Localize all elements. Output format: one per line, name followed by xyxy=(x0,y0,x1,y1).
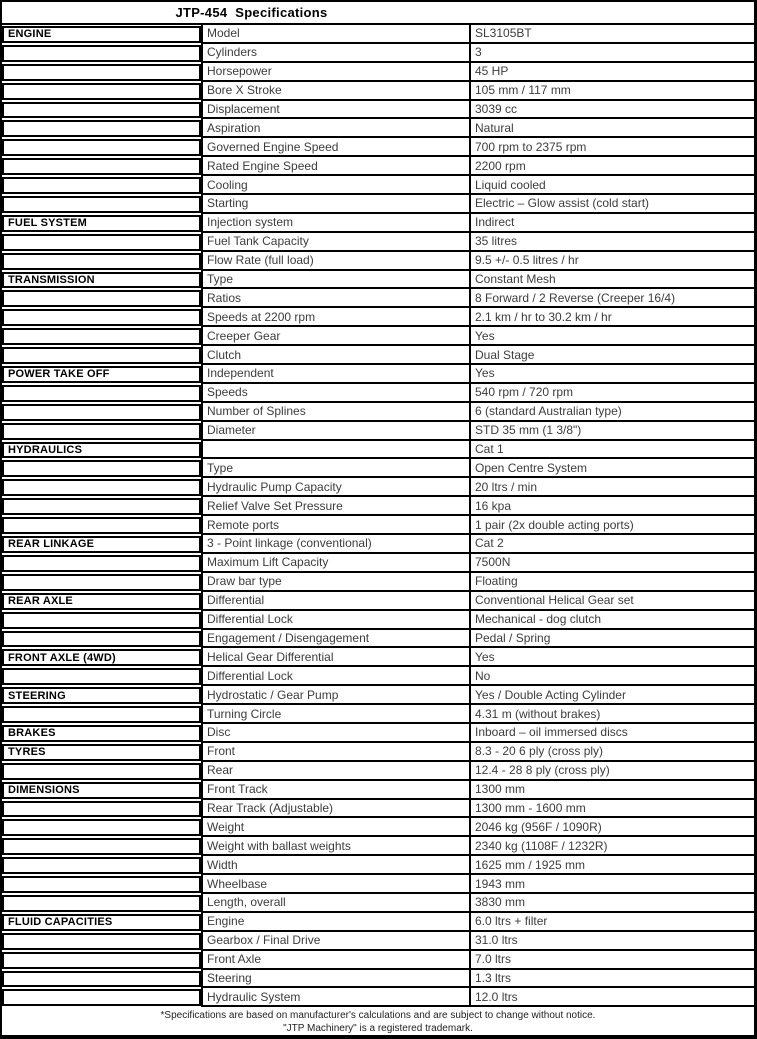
table-row xyxy=(2,592,754,611)
table-row xyxy=(2,913,754,932)
spec-value-cell: 1943 mm xyxy=(469,875,754,894)
spec-value-cell: 12.4 - 28 8 ply (cross ply) xyxy=(469,762,754,781)
spec-value-cell: 1300 mm - 1600 mm xyxy=(469,800,754,819)
spec-value-cell: Electric – Glow assist (cold start) xyxy=(469,195,754,214)
category-cell: HYDRAULICS xyxy=(2,442,201,459)
table-row xyxy=(2,837,754,856)
spec-value-cell: 2.1 km / hr to 30.2 km / hr xyxy=(469,308,754,327)
category-cell: BRAKES xyxy=(2,725,201,742)
spec-value-cell: Conventional Helical Gear set xyxy=(469,592,754,611)
spec-label-cell: Clutch xyxy=(201,346,469,365)
spec-label-cell: Front xyxy=(201,743,469,762)
category-cell xyxy=(2,64,201,81)
category-cell xyxy=(2,838,201,855)
spec-value-cell: 7.0 ltrs xyxy=(469,951,754,970)
category-cell: STEERING xyxy=(2,687,201,704)
spec-value-cell: 6 (standard Australian type) xyxy=(469,403,754,422)
spec-label-cell: Diameter xyxy=(201,422,469,441)
category-cell xyxy=(2,498,201,515)
table-row xyxy=(2,535,754,554)
spec-value-cell: Inboard – oil immersed discs xyxy=(469,724,754,743)
spec-value-cell: 1300 mm xyxy=(469,781,754,800)
category-cell xyxy=(2,895,201,912)
table-row xyxy=(2,800,754,819)
table-row xyxy=(2,308,754,327)
table-row xyxy=(2,176,754,195)
table-row xyxy=(2,82,754,101)
category-cell xyxy=(2,763,201,780)
category-cell: REAR AXLE xyxy=(2,593,201,610)
spec-value-cell: 540 rpm / 720 rpm xyxy=(469,384,754,403)
table-row xyxy=(2,705,754,724)
table-row xyxy=(2,781,754,800)
table-row xyxy=(2,856,754,875)
category-cell: FUEL SYSTEM xyxy=(2,215,201,232)
spec-value-cell: 8 Forward / 2 Reverse (Creeper 16/4) xyxy=(469,289,754,308)
table-row xyxy=(2,459,754,478)
spec-label-cell: Hydrostatic / Gear Pump xyxy=(201,686,469,705)
category-cell xyxy=(2,83,201,100)
category-cell xyxy=(2,574,201,591)
category-cell xyxy=(2,45,201,62)
table-row xyxy=(2,138,754,157)
spec-value-cell: Yes xyxy=(469,365,754,384)
table-row xyxy=(2,252,754,271)
spec-value-cell: Yes / Double Acting Cylinder xyxy=(469,686,754,705)
table-row xyxy=(2,63,754,82)
spec-value-cell: 12.0 ltrs xyxy=(469,988,754,1007)
spec-label-cell: Remote ports xyxy=(201,516,469,535)
table-row xyxy=(2,988,754,1007)
spec-label-cell: Wheelbase xyxy=(201,875,469,894)
footnote-line-1: *Specifications are based on manufacturer's calculations and are subject to change without notice. xyxy=(160,1010,596,1022)
table-row xyxy=(2,478,754,497)
table-row xyxy=(2,233,754,252)
category-cell xyxy=(2,139,201,156)
spec-value-cell: 105 mm / 117 mm xyxy=(469,82,754,101)
spec-label-cell: Rear Track (Adjustable) xyxy=(201,800,469,819)
spec-label-cell: Hydraulic Pump Capacity xyxy=(201,478,469,497)
category-cell xyxy=(2,555,201,572)
category-cell xyxy=(2,989,201,1006)
spec-label-cell: Displacement xyxy=(201,101,469,120)
category-cell xyxy=(2,177,201,194)
category-cell xyxy=(2,253,201,270)
table-row xyxy=(2,724,754,743)
spec-value-cell: 6.0 ltrs + filter xyxy=(469,913,754,932)
category-cell: ENGINE xyxy=(2,26,201,43)
table-row xyxy=(2,271,754,290)
spec-value-cell: 3039 cc xyxy=(469,101,754,120)
spec-label-cell: Relief Valve Set Pressure xyxy=(201,497,469,516)
category-cell xyxy=(2,706,201,723)
spec-value-cell: 700 rpm to 2375 rpm xyxy=(469,138,754,157)
spec-label-cell: Aspiration xyxy=(201,119,469,138)
spec-label-cell: Differential Lock xyxy=(201,611,469,630)
spec-value-cell: Cat 1 xyxy=(469,441,754,460)
spec-label-cell: Differential xyxy=(201,592,469,611)
spec-value-cell: 16 kpa xyxy=(469,497,754,516)
spec-value-cell: SL3105BT xyxy=(469,25,754,44)
table-row xyxy=(2,932,754,951)
spec-label-cell: Starting xyxy=(201,195,469,214)
table-row xyxy=(2,422,754,441)
spec-value-cell: 9.5 +/- 0.5 litres / hr xyxy=(469,252,754,271)
category-cell: REAR LINKAGE xyxy=(2,536,201,553)
table-row xyxy=(2,214,754,233)
spec-label-cell: Independent xyxy=(201,365,469,384)
table-row xyxy=(2,289,754,308)
table-row xyxy=(2,44,754,63)
category-cell xyxy=(2,876,201,893)
table-row xyxy=(2,497,754,516)
spec-label-cell: Engine xyxy=(201,913,469,932)
spec-value-cell: Natural xyxy=(469,119,754,138)
table-row xyxy=(2,346,754,365)
spec-value-cell: Floating xyxy=(469,573,754,592)
category-cell xyxy=(2,517,201,534)
table-row xyxy=(2,686,754,705)
spec-value-cell: 1 pair (2x double acting ports) xyxy=(469,516,754,535)
spec-label-cell: Speeds at 2200 rpm xyxy=(201,308,469,327)
spec-label-cell: Gearbox / Final Drive xyxy=(201,932,469,951)
spec-label-cell: Rated Engine Speed xyxy=(201,157,469,176)
table-row xyxy=(2,970,754,989)
spec-label-cell: Front Axle xyxy=(201,951,469,970)
spec-label-cell: Fuel Tank Capacity xyxy=(201,233,469,252)
spec-label-cell: Type xyxy=(201,459,469,478)
table-row xyxy=(2,365,754,384)
spec-value-cell: STD 35 mm (1 3/8") xyxy=(469,422,754,441)
spec-label-cell: Engagement / Disengagement xyxy=(201,630,469,649)
category-cell xyxy=(2,479,201,496)
spec-value-cell: 4.31 m (without brakes) xyxy=(469,705,754,724)
footnote-line-2: "JTP Machinery" is a registered trademark. xyxy=(283,1023,473,1035)
spec-label-cell: Flow Rate (full load) xyxy=(201,252,469,271)
page-title xyxy=(2,2,754,25)
category-cell xyxy=(2,290,201,307)
spec-value-cell: 2200 rpm xyxy=(469,157,754,176)
category-cell xyxy=(2,423,201,440)
table-row xyxy=(2,743,754,762)
spec-value-cell: 8.3 - 20 6 ply (cross ply) xyxy=(469,743,754,762)
spec-value-cell: Liquid cooled xyxy=(469,176,754,195)
category-cell xyxy=(2,857,201,874)
category-cell: TRANSMISSION xyxy=(2,272,201,289)
category-cell xyxy=(2,328,201,345)
spec-label-cell: Weight xyxy=(201,818,469,837)
category-cell: FLUID CAPACITIES xyxy=(2,914,201,931)
spec-label-cell: Maximum Lift Capacity xyxy=(201,554,469,573)
spec-label-cell: Length, overall xyxy=(201,894,469,913)
category-cell xyxy=(2,385,201,402)
table-row xyxy=(2,630,754,649)
spec-value-cell: Yes xyxy=(469,648,754,667)
table-row xyxy=(2,195,754,214)
spec-label-cell: Front Track xyxy=(201,781,469,800)
spec-label-cell: Weight with ballast weights xyxy=(201,837,469,856)
category-cell xyxy=(2,801,201,818)
spec-value-cell: 35 litres xyxy=(469,233,754,252)
spec-value-cell: No xyxy=(469,667,754,686)
spec-label-cell: Speeds xyxy=(201,384,469,403)
category-cell xyxy=(2,347,201,364)
spec-value-cell: 3830 mm xyxy=(469,894,754,913)
spec-value-cell: 7500N xyxy=(469,554,754,573)
category-cell xyxy=(2,668,201,685)
spec-value-cell: Constant Mesh xyxy=(469,271,754,290)
spec-value-cell: 1.3 ltrs xyxy=(469,970,754,989)
spec-label-cell: Rear xyxy=(201,762,469,781)
spec-label-cell: 3 - Point linkage (conventional) xyxy=(201,535,469,554)
spec-label-cell: Hydraulic System xyxy=(201,988,469,1007)
spec-label-cell: Horsepower xyxy=(201,63,469,82)
category-cell xyxy=(2,971,201,988)
table-row xyxy=(2,611,754,630)
spec-value-cell: 2046 kg (956F / 1090R) xyxy=(469,818,754,837)
table-row xyxy=(2,441,754,460)
spec-value-cell: 31.0 ltrs xyxy=(469,932,754,951)
spec-table xyxy=(2,25,754,1007)
table-row xyxy=(2,894,754,913)
table-row xyxy=(2,25,754,44)
category-cell xyxy=(2,612,201,629)
spec-label-cell: Draw bar type xyxy=(201,573,469,592)
category-cell: POWER TAKE OFF xyxy=(2,366,201,383)
spec-label-cell: Ratios xyxy=(201,289,469,308)
spec-label-cell: Creeper Gear xyxy=(201,327,469,346)
spec-label-cell: Model xyxy=(201,25,469,44)
spec-label-cell: Width xyxy=(201,856,469,875)
category-cell xyxy=(2,309,201,326)
spec-value-cell: Open Centre System xyxy=(469,459,754,478)
category-cell xyxy=(2,234,201,251)
spec-label-cell: Turning Circle xyxy=(201,705,469,724)
category-cell xyxy=(2,952,201,969)
spec-label-cell: Cylinders xyxy=(201,44,469,63)
spec-value-cell: Dual Stage xyxy=(469,346,754,365)
table-row xyxy=(2,327,754,346)
spec-label-cell: Number of Splines xyxy=(201,403,469,422)
spec-value-cell: 20 ltrs / min xyxy=(469,478,754,497)
table-row xyxy=(2,667,754,686)
category-cell xyxy=(2,819,201,836)
spec-label-cell: Injection system xyxy=(201,214,469,233)
table-row xyxy=(2,875,754,894)
category-cell xyxy=(2,460,201,477)
spec-value-cell: Pedal / Spring xyxy=(469,630,754,649)
table-row xyxy=(2,951,754,970)
spec-value-cell: Yes xyxy=(469,327,754,346)
table-row xyxy=(2,157,754,176)
table-row xyxy=(2,101,754,120)
table-row xyxy=(2,554,754,573)
category-cell xyxy=(2,102,201,119)
spec-label-cell: Bore X Stroke xyxy=(201,82,469,101)
table-row xyxy=(2,403,754,422)
spec-label-cell: Type xyxy=(201,271,469,290)
spec-value-cell: Cat 2 xyxy=(469,535,754,554)
spec-value-cell: 3 xyxy=(469,44,754,63)
category-cell xyxy=(2,631,201,648)
spec-value-cell: 1625 mm / 1925 mm xyxy=(469,856,754,875)
spec-label-cell: Differential Lock xyxy=(201,667,469,686)
spec-label-cell: Helical Gear Differential xyxy=(201,648,469,667)
spec-value-cell: 2340 kg (1108F / 1232R) xyxy=(469,837,754,856)
page-title-text: JTP-454 Specifications xyxy=(175,5,328,20)
category-cell: FRONT AXLE (4WD) xyxy=(2,649,201,666)
table-row xyxy=(2,648,754,667)
category-cell xyxy=(2,404,201,421)
spec-label-cell: Steering xyxy=(201,970,469,989)
spec-value-cell: 45 HP xyxy=(469,63,754,82)
table-row xyxy=(2,762,754,781)
spec-label-cell: Governed Engine Speed xyxy=(201,138,469,157)
category-cell: DIMENSIONS xyxy=(2,782,201,799)
spec-label-cell xyxy=(201,441,469,460)
spec-label-cell: Cooling xyxy=(201,176,469,195)
category-cell xyxy=(2,158,201,175)
table-row xyxy=(2,384,754,403)
table-row xyxy=(2,119,754,138)
table-row xyxy=(2,573,754,592)
spec-value-cell: Indirect xyxy=(469,214,754,233)
category-cell xyxy=(2,933,201,950)
spec-label-cell: Disc xyxy=(201,724,469,743)
category-cell xyxy=(2,196,201,213)
table-row xyxy=(2,516,754,535)
category-cell xyxy=(2,120,201,137)
footnote xyxy=(2,1007,754,1035)
spec-value-cell: Mechanical - dog clutch xyxy=(469,611,754,630)
table-row xyxy=(2,818,754,837)
category-cell: TYRES xyxy=(2,744,201,761)
